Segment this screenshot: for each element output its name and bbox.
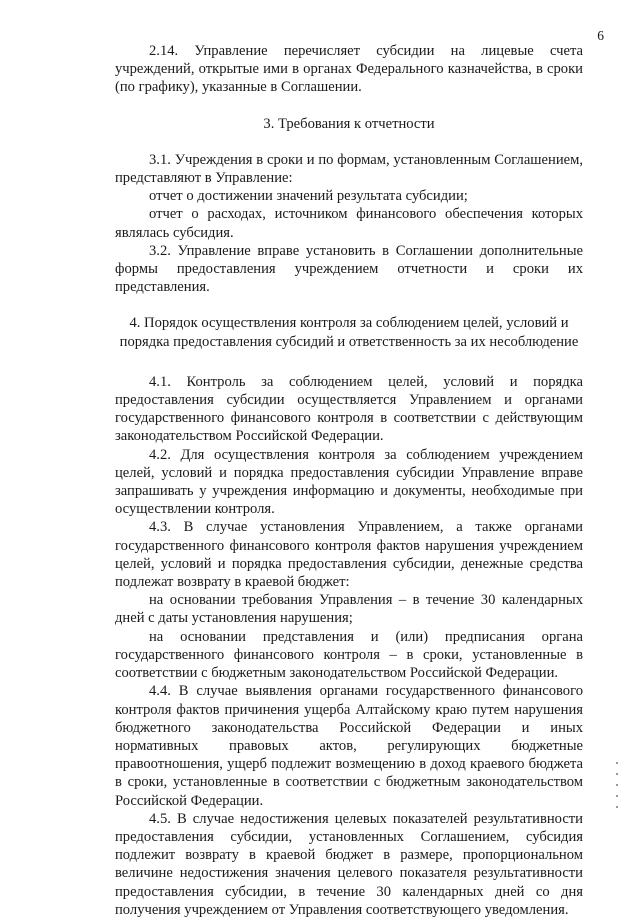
spacer xyxy=(115,351,583,373)
spacer xyxy=(115,133,583,151)
paragraph: на основании представления и (или) предписания органа государственного финансового контроля – в сроки, установленные в соответствии с бюджетным законодательством Российской Федерации. xyxy=(115,628,583,682)
paragraph: 2.14. Управление перечисляет субсидии на лицевые счета учреждений, открытые ими в органах Федерального казначейства, в сроки (по графику), указанные в Соглашении. xyxy=(115,43,583,96)
spacer xyxy=(115,97,583,115)
paragraph: 3.2. Управление вправе установить в Соглашении дополнительные формы предоставления учреждением отчетности и сроки их представления. xyxy=(115,242,583,296)
margin-scan-marks xyxy=(616,762,620,822)
section-heading: 4. Порядок осуществления контроля за соблюдением целей, условий и порядка предоставления субсидий и ответственность за их несоблюдение xyxy=(119,315,579,350)
paragraph: 4.4. В случае выявления органами государственного финансового контроля фактов причинения ущерба Алтайскому краю путем нарушения бюджетного законодательства Российской Федерации и иных нормативных правовых актов, регулирующих бюджетные правоотношения, ущерб подлежит возмещению в доход краевого бюджета в сроки, установленные в соответствии с бюджетным законодательством Российской Федерации. xyxy=(115,683,583,809)
paragraph: 4.2. Для осуществления контроля за соблюдением учреждением целей, условий и порядка предоставления субсидии Управление вправе запрашивать у учреждения информацию и документы, необходимые при осуществлении контроля. xyxy=(115,446,583,518)
paragraph: отчет о расходах, источником финансового обеспечения которых являлась субсидия. xyxy=(115,206,583,241)
paragraph: 4.1. Контроль за соблюдением целей, условий и порядка предоставления субсидии осуществляется Управлением и органами государственного финансового контроля в соответствии с действующим законодательством Российской Федерации. xyxy=(115,373,583,445)
paragraph: 4.5. В случае недостижения целевых показателей результативности предоставления субсидии, установленных Соглашением, субсидия подлежит возврату в краевой бюджет в размере, пропорциональном величине недостижения значения целевого показателя результативности предоставления субсидии, в течение 30 календарных дней со дня получения учреждением от Управления соответствующего уведомления. xyxy=(115,810,583,918)
section-heading: 3. Требования к отчетности xyxy=(263,115,435,132)
page-number: 6 xyxy=(597,28,604,43)
paragraph: отчет о достижении значений результата субсидии; xyxy=(149,188,468,205)
spacer xyxy=(115,296,583,314)
paragraph: 4.3. В случае установления Управлением, а также органами государственного финансового контроля фактов нарушения учреждением целей, условий и порядка предоставления субсидии, денежные средства подлежат возврату в краевой бюджет: xyxy=(115,519,583,591)
document-body xyxy=(115,42,583,919)
paragraph: на основании требования Управления – в течение 30 календарных дней с даты установления нарушения; xyxy=(115,592,583,627)
paragraph: 3.1. Учреждения в сроки и по формам, установленным Соглашением, представляют в Управление: xyxy=(115,151,583,187)
